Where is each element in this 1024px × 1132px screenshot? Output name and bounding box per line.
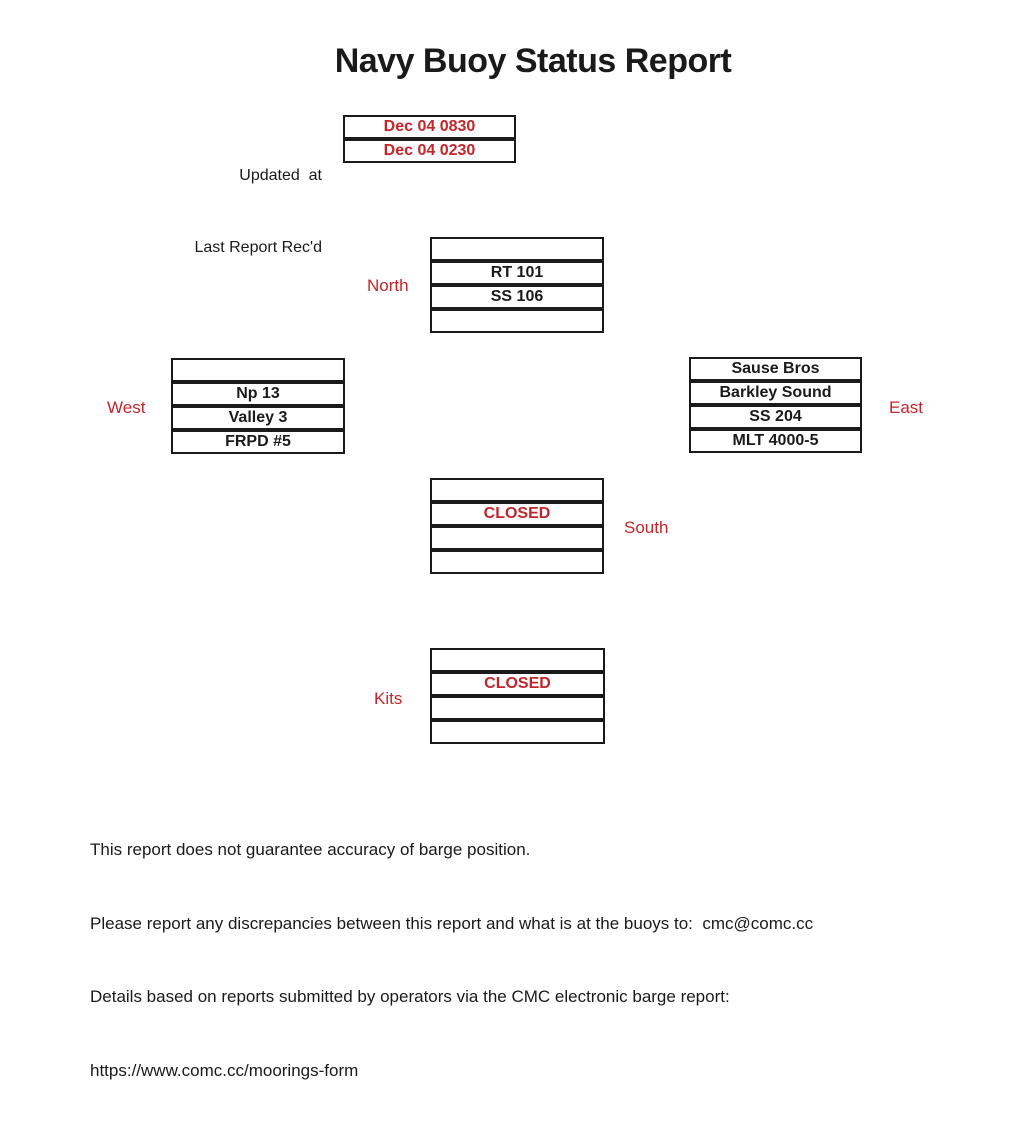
table-cell [430, 237, 604, 261]
updated-labels [100, 116, 322, 308]
table-cell [430, 550, 604, 574]
north-label: North [367, 276, 409, 295]
table-cell: Sause Bros [689, 357, 862, 381]
footer-line-accuracy: This report does not guarantee accuracy of barge position. [90, 840, 531, 859]
last-report-label: Last Report Rec'd [194, 239, 322, 256]
table-cell [430, 696, 605, 720]
table-cell: RT 101 [430, 261, 604, 285]
footer-line-url: https://www.comc.cc/moorings-form [90, 1060, 359, 1080]
kits-label: Kits [374, 689, 403, 708]
table-cell: Np 13 [171, 382, 345, 406]
south-label: South [624, 518, 669, 537]
table-cell [430, 309, 604, 333]
table-cell: SS 204 [689, 405, 862, 429]
table-cell: MLT 4000-5 [689, 429, 862, 453]
table-cell: Barkley Sound [689, 381, 862, 405]
table-cell [430, 720, 605, 744]
table-cell [171, 358, 345, 382]
last-report-value: Dec 04 0230 [343, 139, 516, 163]
table-cell: Valley 3 [171, 406, 345, 430]
table-cell [430, 648, 605, 672]
closed-status-cell: CLOSED [430, 502, 604, 526]
updated-at-value: Dec 04 0830 [343, 115, 516, 139]
updated-times-table [343, 115, 516, 163]
east-label: East [889, 398, 924, 417]
south-table [430, 478, 604, 574]
table-cell [430, 526, 604, 550]
footer-line-details: Details based on reports submitted by operators via the CMC electronic barge report: [90, 987, 730, 1006]
table-cell: FRPD #5 [171, 430, 345, 454]
north-table [430, 237, 604, 333]
table-cell [430, 478, 604, 502]
table-cell: SS 106 [430, 285, 604, 309]
kits-table [430, 648, 605, 744]
footer-line-contact: Please report any discrepancies between this report and what is at the buoys to: cmc@comc.cc [90, 913, 814, 933]
east-table [689, 357, 862, 453]
updated-at-label: Updated at [239, 167, 322, 184]
closed-status-cell: CLOSED [430, 672, 605, 696]
west-label: West [107, 398, 146, 417]
page-title: Navy Buoy Status Report [334, 42, 732, 80]
footer-notes [90, 789, 813, 1132]
west-table [171, 358, 345, 454]
